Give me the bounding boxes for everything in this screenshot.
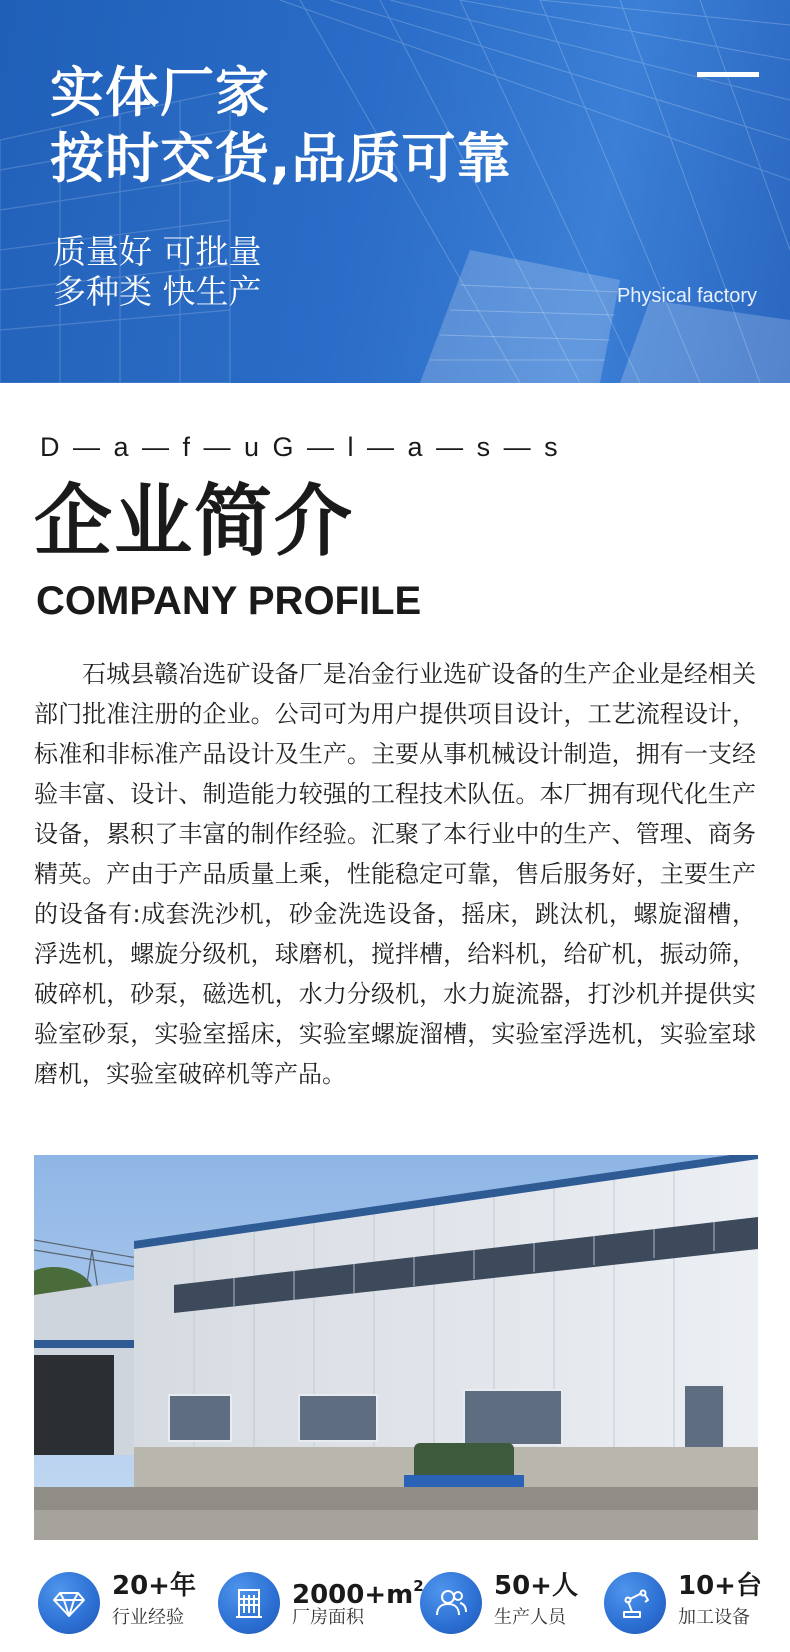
stat-experience-label: 行业经验 (112, 1607, 184, 1628)
factory-photo (34, 1155, 758, 1540)
section-title-english: COMPANY PROFILE (36, 579, 422, 623)
stat-equipment-label: 加工设备 (678, 1607, 750, 1628)
stat-staff-value: 50+人 (494, 1571, 578, 1601)
building-icon (218, 1572, 280, 1634)
brand-eyebrow: D — a — f — u G — l — a — s — s (40, 432, 561, 462)
stat-factory-area-value (292, 1570, 424, 1611)
stat-factory-area-number: 2000+m (292, 1580, 414, 1610)
banner-title-line-1: 实体厂家 (50, 61, 270, 124)
stat-factory-area-label: 厂房面积 (292, 1607, 364, 1628)
stat-factory-area-superscript: 2 (413, 1577, 424, 1595)
stat-equipment-value: 10+台 (678, 1571, 762, 1601)
banner-title-line-2: 按时交货,品质可靠 (50, 127, 512, 190)
people-icon (420, 1572, 482, 1634)
section-title: 企业简介 (34, 477, 355, 567)
robot-arm-icon (604, 1572, 666, 1634)
banner-english-tag: Physical factory (616, 285, 757, 307)
banner-title (50, 60, 512, 192)
company-intro-paragraph: 石城县赣冶选矿设备厂是冶金行业选矿设备的生产企业是经相关部门批准注册的企业。公司可为用户提供项目设计，工艺流程设计，标准和非标准产品设计及生产。主要从事机械设计制造，拥有一支经验丰富、设计、制造能力较强的工程技术队伍。本厂拥有现代化生产设备，累积了丰富的制作经验。汇聚了本行业中的生产、管理、商务精英。产由于产品质量上乘，性能稳定可靠，售后服务好，主要生产的设备有:成套洗沙机，砂金洗选设备，摇床，跳汰机，螺旋溜槽，浮选机，螺旋分级机，球磨机，搅拌槽，给料机，给矿机，振动筛，破碎机，砂泵，磁选机，水力分级机，水力旋流器，打沙机并提供实验室砂泵，实验室摇床，实验室螺旋溜槽，实验室浮选机，实验室球磨机，实验室破碎机等产品。 (34, 660, 756, 1088)
stat-staff-label: 生产人员 (494, 1607, 566, 1628)
banner-subtitle-line-1: 质量好 可批量 (53, 232, 262, 271)
banner-subtitle-line-2: 多种类 快生产 (53, 272, 262, 311)
hero-banner (0, 0, 790, 383)
banner-subtitle (53, 232, 262, 312)
stats-bar (0, 1560, 790, 1652)
stat-experience-value: 20+年 (112, 1571, 196, 1601)
banner-accent-dash (697, 72, 759, 77)
diamond-icon (38, 1572, 100, 1634)
